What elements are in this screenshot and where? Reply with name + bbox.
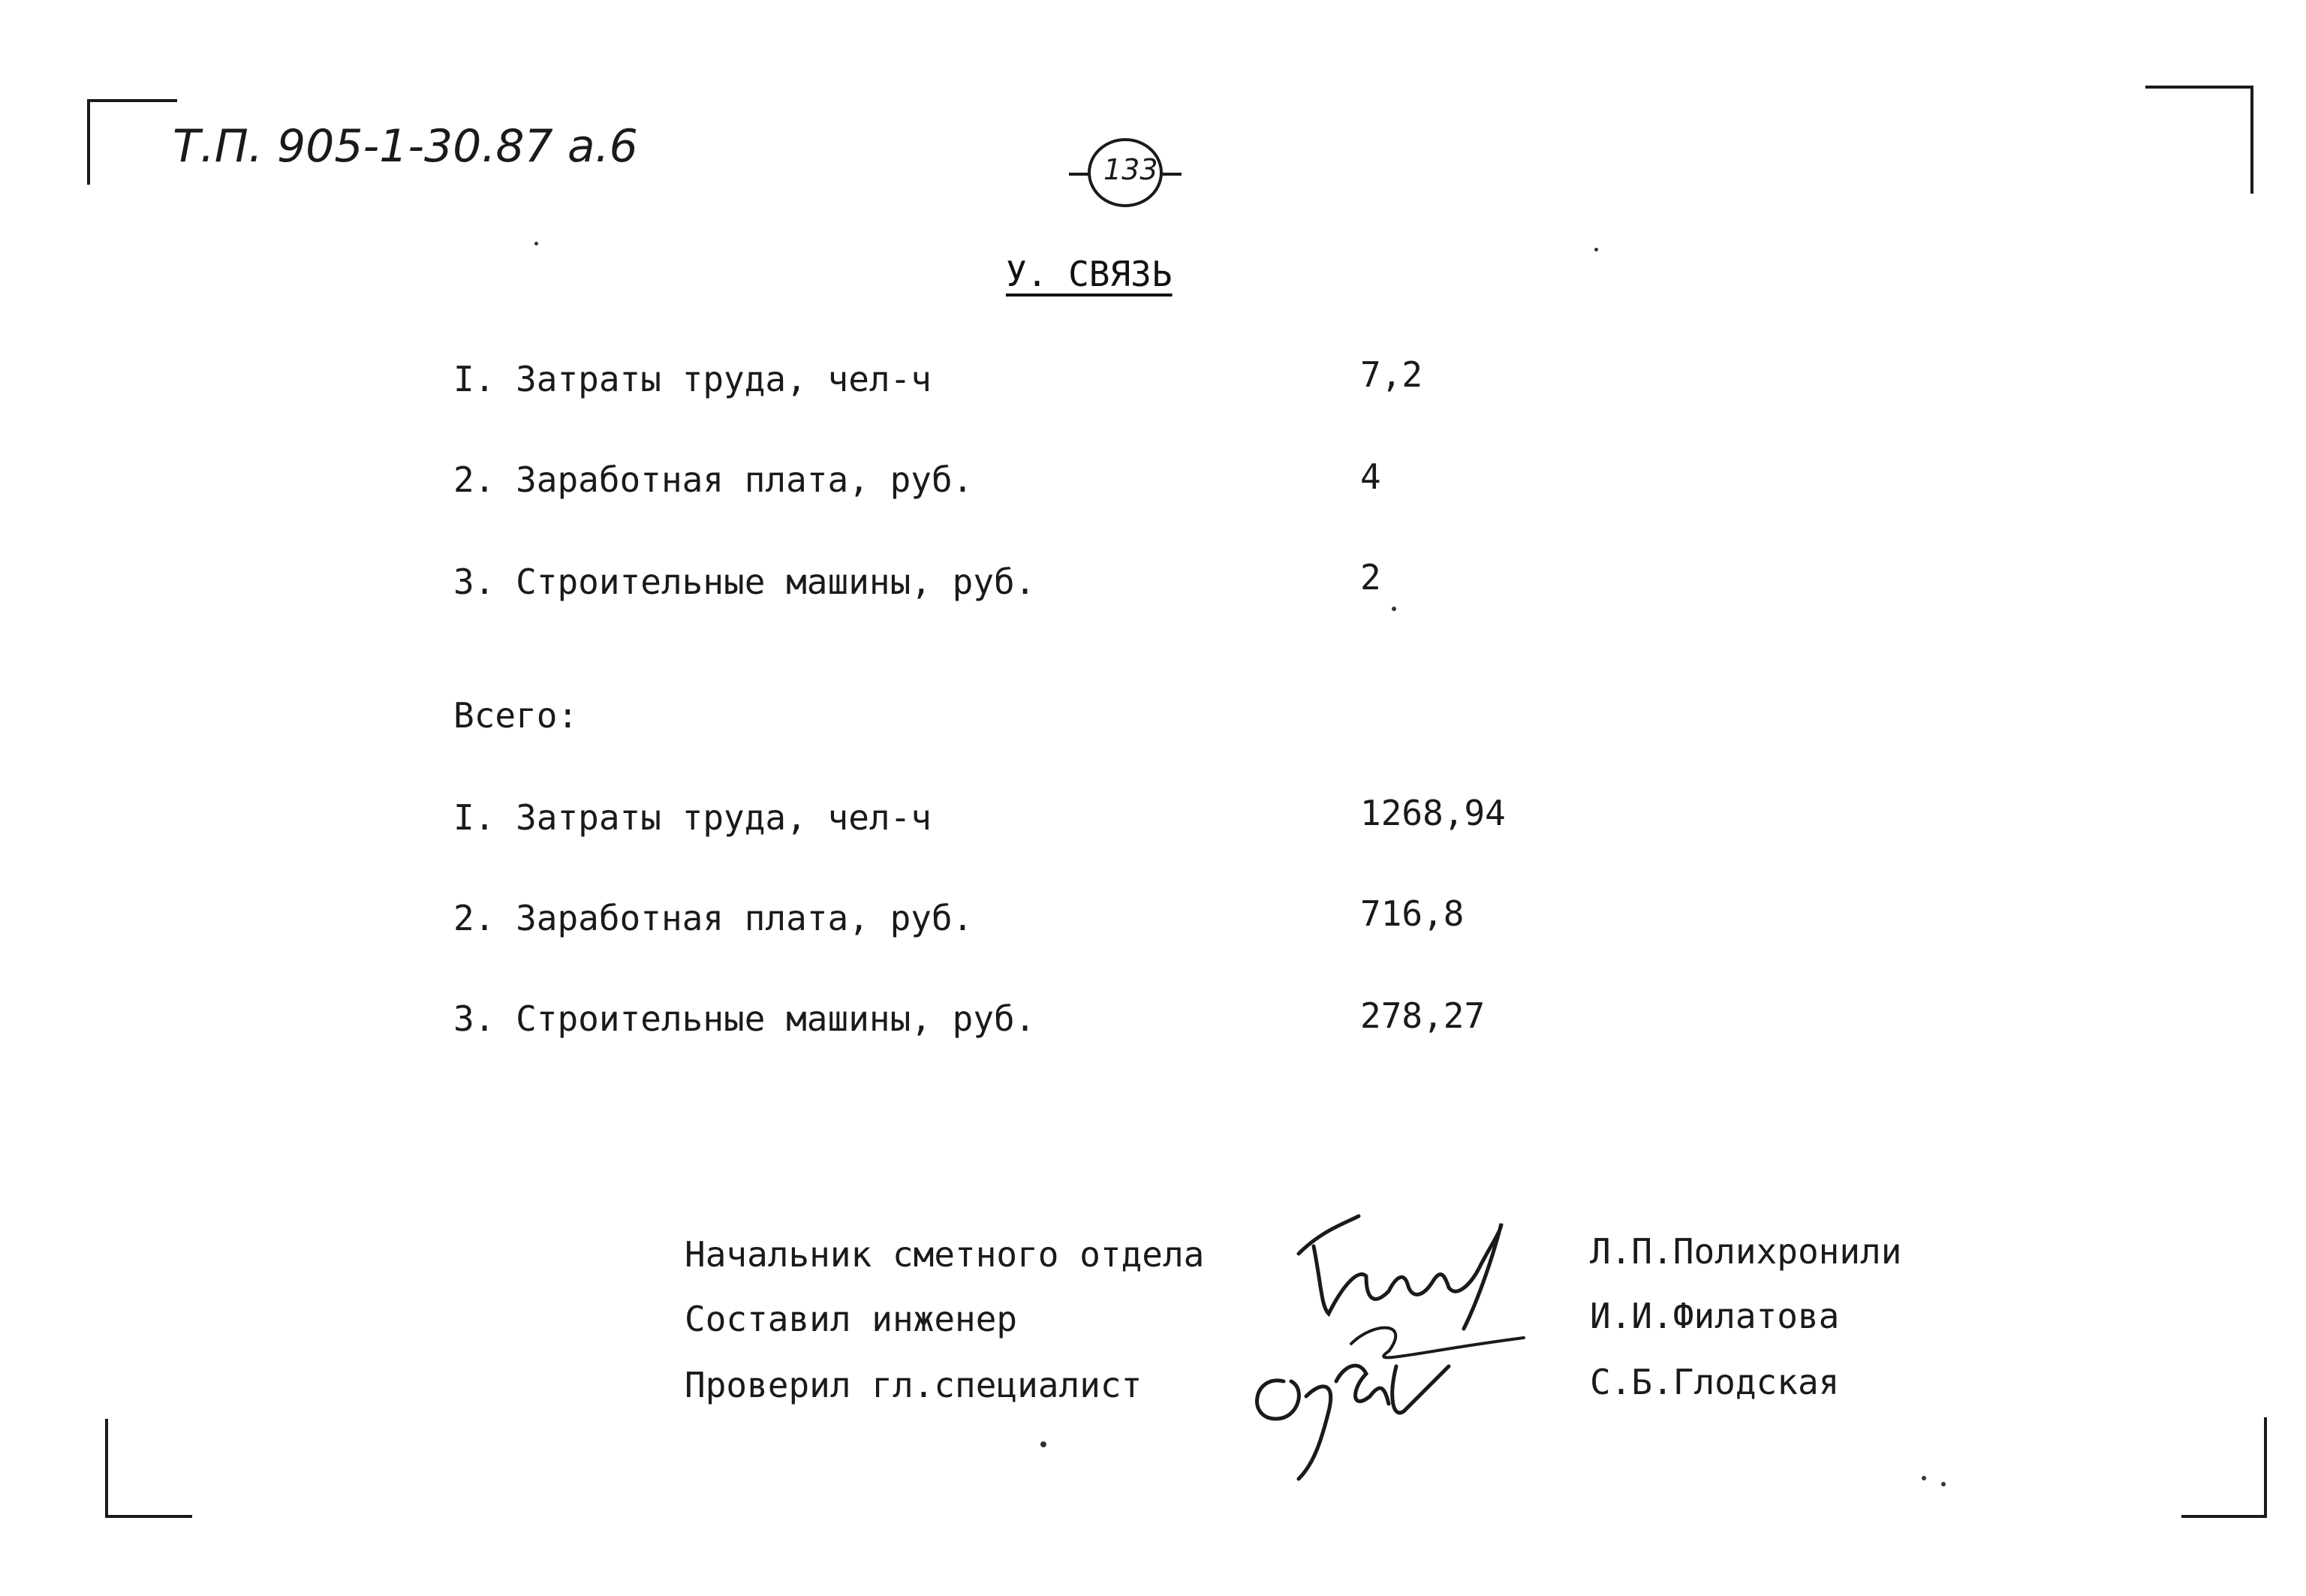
page-number-mark xyxy=(1069,135,1182,210)
corner-mark-top-right xyxy=(2145,86,2253,194)
signature-name-1: Л.П.Полихронили xyxy=(1590,1231,1902,1272)
page-number: 133 xyxy=(1103,153,1158,186)
signature-name-3: С.Б.Глодская xyxy=(1590,1362,1840,1402)
section-item-3-label: 3. Строительные машины, руб. xyxy=(453,562,1036,602)
totals-item-1-label: I. Затраты труда, чел-ч xyxy=(453,797,932,838)
speck xyxy=(1922,1476,1926,1480)
signature-role-3: Проверил гл.специалист xyxy=(685,1365,1142,1405)
speck xyxy=(1594,248,1598,251)
section-item-1-label: I. Затраты труда, чел-ч xyxy=(453,359,932,399)
section-item-2-label: 2. Заработная плата, руб. xyxy=(453,459,974,500)
totals-heading: Всего: xyxy=(453,695,579,736)
totals-item-2-label: 2. Заработная плата, руб. xyxy=(453,898,974,938)
section-item-2-value: 4 xyxy=(1360,456,1381,497)
totals-item-1-value: 1268,94 xyxy=(1360,793,1506,833)
signature-name-2: И.И.Филатова xyxy=(1590,1296,1840,1336)
speck xyxy=(1040,1441,1046,1447)
handwritten-signature-2 xyxy=(1239,1336,1464,1486)
section-item-3-value: 2 xyxy=(1360,557,1381,598)
totals-item-3-label: 3. Строительные машины, руб. xyxy=(453,998,1036,1039)
corner-mark-top-left xyxy=(87,99,177,185)
signature-role-1: Начальник сметного отдела xyxy=(685,1234,1205,1275)
corner-mark-bottom-left xyxy=(105,1419,192,1518)
totals-item-2-value: 716,8 xyxy=(1360,893,1465,934)
corner-mark-bottom-right xyxy=(2181,1417,2267,1518)
speck xyxy=(1941,1482,1946,1486)
totals-item-3-value: 278,27 xyxy=(1360,995,1486,1036)
section-title: У. СВЯЗЬ xyxy=(1006,254,1173,294)
section-item-1-value: 7,2 xyxy=(1360,354,1423,395)
speck xyxy=(1392,607,1396,611)
signature-role-2: Составил инженер xyxy=(685,1299,1018,1339)
speck xyxy=(534,242,538,245)
document-code: Т.П. 905-1-30.87 а.6 xyxy=(173,120,638,173)
